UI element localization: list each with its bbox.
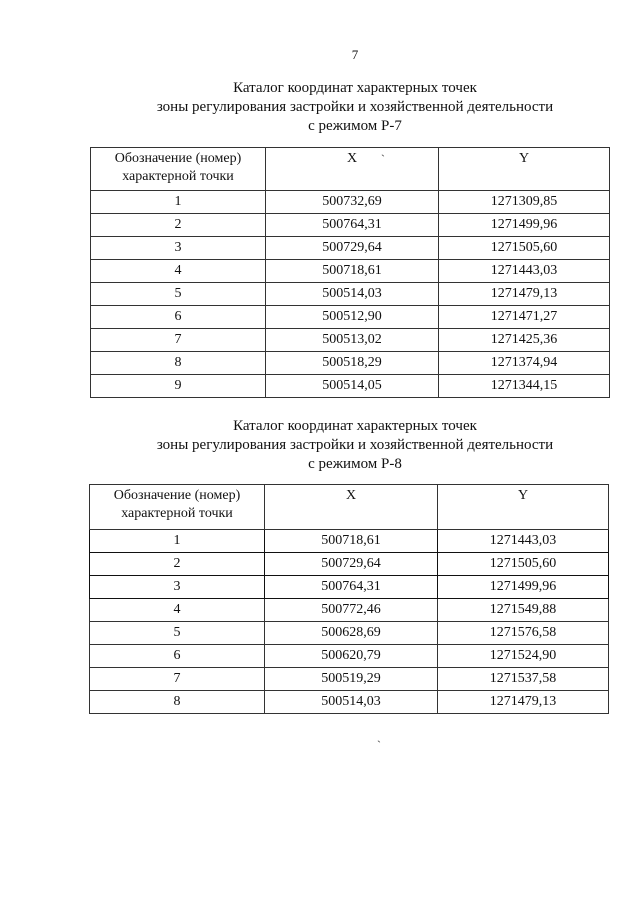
y-value: 1271443,03 bbox=[438, 530, 609, 553]
x-value: 500764,31 bbox=[265, 576, 438, 599]
x-value: 500514,03 bbox=[265, 691, 438, 714]
table-header-row bbox=[91, 148, 610, 191]
point-number: 9 bbox=[91, 375, 266, 398]
table-row bbox=[91, 214, 610, 237]
y-value: 1271549,88 bbox=[438, 599, 609, 622]
x-value: 500764,31 bbox=[266, 214, 439, 237]
scan-speck: ` bbox=[377, 738, 381, 752]
x-value: 500514,05 bbox=[266, 375, 439, 398]
point-number: 6 bbox=[91, 306, 266, 329]
y-value: 1271471,27 bbox=[439, 306, 610, 329]
y-value: 1271576,58 bbox=[438, 622, 609, 645]
table-row bbox=[91, 352, 610, 375]
point-number: 3 bbox=[90, 576, 265, 599]
x-value: 500519,29 bbox=[265, 668, 438, 691]
y-value: 1271425,36 bbox=[439, 329, 610, 352]
point-number: 7 bbox=[91, 329, 266, 352]
title-line: Каталог координат характерных точек bbox=[233, 80, 477, 96]
x-value: 500512,90 bbox=[266, 306, 439, 329]
coordinates-table-r7 bbox=[90, 147, 610, 398]
x-value: 500628,69 bbox=[265, 622, 438, 645]
y-value: 1271499,96 bbox=[439, 214, 610, 237]
header-x: X bbox=[265, 485, 438, 530]
table-row bbox=[91, 191, 610, 214]
x-value: 500772,46 bbox=[265, 599, 438, 622]
point-number: 1 bbox=[91, 191, 266, 214]
point-number: 5 bbox=[90, 622, 265, 645]
table-row bbox=[90, 691, 609, 714]
title-line: зоны регулирования застройки и хозяйственной деятельности bbox=[156, 437, 554, 453]
header-point-number: Обозначение (номер) характерной точки bbox=[91, 148, 266, 191]
title-line: зоны регулирования застройки и хозяйственной деятельности bbox=[156, 99, 554, 115]
table-row bbox=[90, 599, 609, 622]
header-y: Y bbox=[439, 148, 610, 191]
header-point-number: Обозначение (номер) характерной точки bbox=[90, 485, 265, 530]
header-y: Y bbox=[438, 485, 609, 530]
x-value: 500518,29 bbox=[266, 352, 439, 375]
table-header-row bbox=[90, 485, 609, 530]
point-number: 3 bbox=[91, 237, 266, 260]
point-number: 7 bbox=[90, 668, 265, 691]
x-value: 500729,64 bbox=[265, 553, 438, 576]
table-row bbox=[90, 530, 609, 553]
scan-speck: ` bbox=[381, 152, 385, 166]
point-number: 1 bbox=[90, 530, 265, 553]
y-value: 1271479,13 bbox=[438, 691, 609, 714]
point-number: 2 bbox=[90, 553, 265, 576]
point-number: 2 bbox=[91, 214, 266, 237]
table-row bbox=[91, 375, 610, 398]
x-value: 500718,61 bbox=[266, 260, 439, 283]
table-row bbox=[90, 645, 609, 668]
table-row bbox=[91, 237, 610, 260]
table-row bbox=[91, 260, 610, 283]
y-value: 1271443,03 bbox=[439, 260, 610, 283]
point-number: 8 bbox=[90, 691, 265, 714]
catalog-title-r7 bbox=[0, 79, 640, 136]
point-number: 4 bbox=[90, 599, 265, 622]
y-value: 1271505,60 bbox=[438, 553, 609, 576]
point-number: 8 bbox=[91, 352, 266, 375]
x-value: 500620,79 bbox=[265, 645, 438, 668]
table-row bbox=[90, 622, 609, 645]
title-line: Каталог координат характерных точек bbox=[233, 418, 477, 434]
table-row bbox=[90, 553, 609, 576]
catalog-title-r8 bbox=[0, 417, 640, 474]
y-value: 1271344,15 bbox=[439, 375, 610, 398]
y-value: 1271374,94 bbox=[439, 352, 610, 375]
y-value: 1271479,13 bbox=[439, 283, 610, 306]
header-x: X bbox=[266, 148, 439, 191]
point-number: 6 bbox=[90, 645, 265, 668]
y-value: 1271524,90 bbox=[438, 645, 609, 668]
x-value: 500732,69 bbox=[266, 191, 439, 214]
table-row bbox=[91, 306, 610, 329]
y-value: 1271309,85 bbox=[439, 191, 610, 214]
x-value: 500718,61 bbox=[265, 530, 438, 553]
x-value: 500514,03 bbox=[266, 283, 439, 306]
x-value: 500729,64 bbox=[266, 237, 439, 260]
point-number: 4 bbox=[91, 260, 266, 283]
title-line: с режимом Р-8 bbox=[308, 456, 402, 472]
page-number: 7 bbox=[351, 47, 359, 62]
coordinates-table-r8 bbox=[89, 484, 609, 714]
y-value: 1271499,96 bbox=[438, 576, 609, 599]
point-number: 5 bbox=[91, 283, 266, 306]
y-value: 1271505,60 bbox=[439, 237, 610, 260]
table-row bbox=[91, 283, 610, 306]
table-row bbox=[90, 668, 609, 691]
title-line: с режимом Р-7 bbox=[308, 118, 402, 134]
table-row bbox=[90, 576, 609, 599]
table-row bbox=[91, 329, 610, 352]
y-value: 1271537,58 bbox=[438, 668, 609, 691]
x-value: 500513,02 bbox=[266, 329, 439, 352]
